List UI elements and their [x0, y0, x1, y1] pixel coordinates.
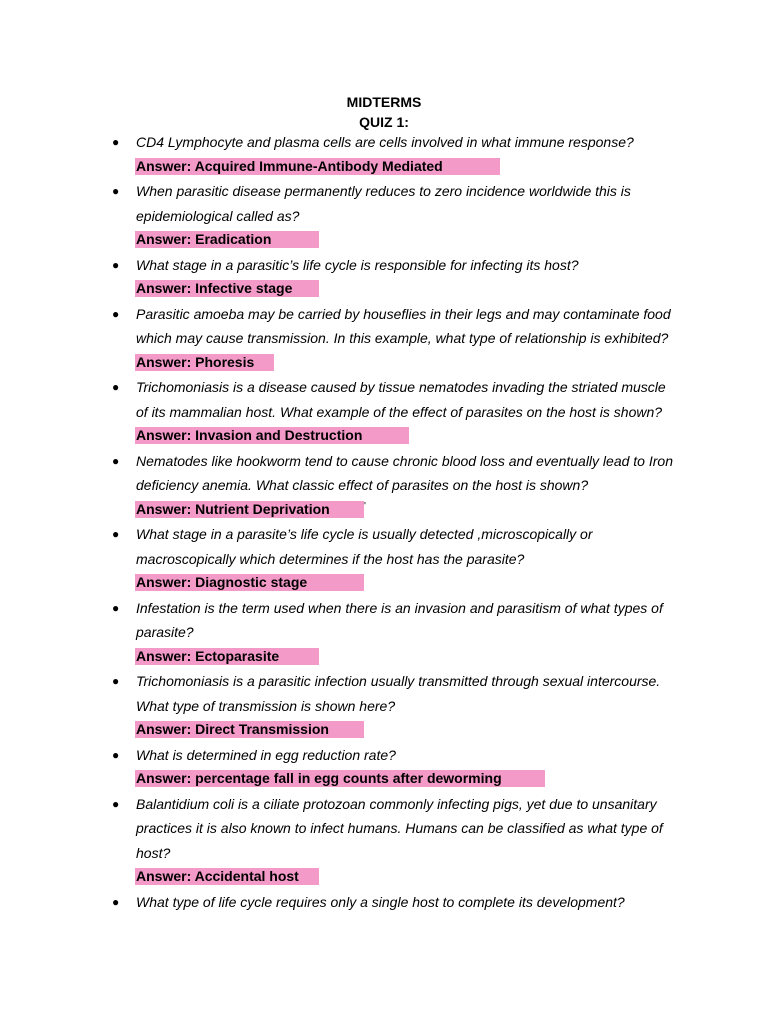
- question-text: When parasitic disease permanently reduces to zero incidence worldwide this is epidemiological called as?: [136, 183, 631, 224]
- answer-highlight: Answer: Ectoparasite: [135, 648, 319, 665]
- trailing-mark: ': [364, 500, 366, 512]
- answer-row: [136, 424, 676, 449]
- bullet-icon: ●: [112, 796, 120, 811]
- answer-highlight: Answer: Phoresis: [135, 354, 274, 371]
- bullet-icon: ●: [112, 747, 120, 762]
- bullet-icon: ●: [112, 453, 120, 468]
- list-item: [0, 792, 676, 890]
- answer-highlight: Answer: percentage fall in egg counts after deworming: [135, 770, 545, 787]
- list-item: [0, 890, 676, 915]
- answer-highlight: Answer: Infective stage: [135, 280, 319, 297]
- bullet-icon: ●: [112, 184, 120, 198]
- answer-highlight: Answer: Acquired Immune-Antibody Mediated: [135, 158, 500, 175]
- bullet-icon: ●: [112, 674, 120, 688]
- answer-row: [136, 228, 676, 253]
- answer-row: [136, 767, 676, 792]
- list-item: [0, 522, 676, 596]
- bullet-icon: ●: [112, 306, 120, 321]
- list-item: [0, 596, 676, 670]
- question-text: Balantidium coli is a ciliate protozoan commonly infecting pigs, yet due to unsanitary practices it is also known to infect humans. Humans can be classified as what type of host?: [136, 795, 663, 861]
- list-item: [0, 179, 676, 253]
- answer-row: [136, 155, 676, 180]
- question-text: What stage in a parasite’s life cycle is usually detected ,microscopically or macroscopically which determines if the host has the parasite?: [136, 526, 593, 567]
- question-text: CD4 Lymphocyte and plasma cells are cells involved in what immune response?: [136, 134, 634, 150]
- question-text: What stage in a parasitic’s life cycle is responsible for infecting its host?: [136, 256, 579, 273]
- page-subheading: QUIZ 1:: [359, 114, 409, 130]
- question-text: Parasitic amoeba may be carried by houseflies in their legs and may contaminate food which may cause transmission. In this example, what type of relationship is exhibited?: [136, 305, 671, 346]
- bullet-icon: ●: [112, 257, 120, 272]
- page-heading: MIDTERMS: [346, 94, 422, 110]
- answer-row: [136, 498, 676, 523]
- list-item: [0, 669, 676, 743]
- answer-row: [136, 865, 676, 890]
- bullet-icon: ●: [112, 894, 120, 909]
- bullet-icon: ●: [112, 135, 120, 149]
- question-text: Trichomoniasis is a parasitic infection usually transmitted through sexual intercourse. What type of transmission is shown here?: [136, 673, 661, 714]
- answer-highlight: Answer: Accidental host: [135, 868, 319, 885]
- answer-row: [136, 571, 676, 596]
- list-item: [0, 449, 676, 523]
- answer-highlight: Answer: Nutrient Deprivation: [135, 501, 364, 518]
- question-text: What type of life cycle requires only a single host to complete its development?: [136, 893, 625, 910]
- bullet-icon: ●: [112, 527, 120, 541]
- question-text: What is determined in egg reduction rate?: [136, 746, 396, 763]
- list-item: [0, 253, 676, 302]
- answer-row: [136, 718, 676, 743]
- list-item: [0, 743, 676, 792]
- answer-highlight: Answer: Direct Transmission: [135, 721, 364, 738]
- answer-highlight: Answer: Eradication: [135, 231, 319, 248]
- question-list: [0, 130, 768, 914]
- question-text: Trichomoniasis is a disease caused by tissue nematodes invading the striated muscle of its mammalian host. What example of the effect of parasites on the host is shown?: [136, 379, 666, 420]
- answer-row: [136, 645, 676, 670]
- list-item: [0, 130, 676, 179]
- bullet-icon: ●: [112, 600, 120, 615]
- bullet-icon: ●: [112, 380, 120, 394]
- list-item: [0, 302, 676, 376]
- answer-row: [136, 277, 676, 302]
- question-text: Infestation is the term used when there is an invasion and parasitism of what types of parasite?: [136, 599, 663, 640]
- list-item: [0, 375, 676, 449]
- answer-row: [136, 351, 676, 376]
- answer-highlight: Answer: Diagnostic stage: [135, 574, 364, 591]
- answer-highlight: Answer: Invasion and Destruction: [135, 427, 409, 444]
- question-text: Nematodes like hookworm tend to cause chronic blood loss and eventually lead to Iron deficiency anemia. What classic effect of parasites on the host is shown?: [136, 452, 673, 493]
